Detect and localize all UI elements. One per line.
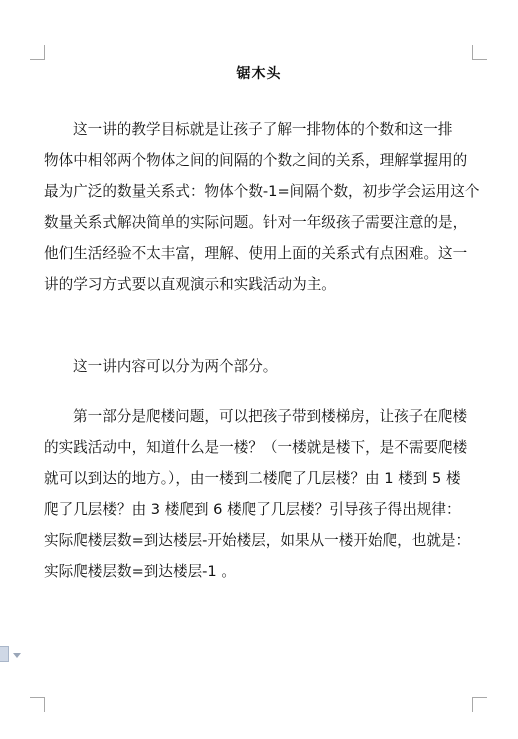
paragraph-line: 爬了几层楼？由 3 楼爬到 6 楼爬了几层楼？引导孩子得出规律：	[44, 501, 461, 518]
paragraph-line: 实际爬楼层数=到达楼层-1 。	[44, 563, 236, 580]
paragraph-line: 物体中相邻两个物体之间的间隔的个数之间的关系，理解掌握用的	[44, 152, 468, 169]
crop-mark-top-right	[472, 45, 487, 60]
paragraph-line: 他们生活经验不太丰富，理解、使用上面的关系式有点困难。这一	[44, 245, 468, 262]
paragraph-line: 就可以到达的地方。），由一楼到二楼爬了几层楼？由 1 楼到 5 楼	[44, 470, 461, 487]
paragraph-line: 这一讲内容可以分为两个部分。	[73, 358, 278, 375]
paragraph-line: 数量关系式解决简单的实际问题。针对一年级孩子需要注意的是，	[44, 214, 468, 231]
paragraph-line: 这一讲的教学目标就是让孩子了解一排物体的个数和这一排	[73, 121, 453, 138]
paragraph-stair-problem	[44, 401, 476, 587]
chevron-down-icon	[13, 653, 21, 658]
paragraph-line: 第一部分是爬楼问题，可以把孩子带到楼梯房，让孩子在爬楼	[73, 408, 468, 425]
crop-mark-bottom-right	[472, 697, 487, 712]
side-panel-toggle[interactable]	[0, 642, 24, 668]
paragraph-line: 实际爬楼层数=到达楼层-开始楼层，如果从一楼开始爬，也就是：	[44, 532, 471, 549]
paragraph-line: 讲的学习方式要以直观演示和实践活动为主。	[44, 276, 336, 293]
paragraph-teaching-goal	[44, 114, 480, 300]
paragraph-two-parts	[44, 351, 476, 382]
crop-mark-top-left	[30, 45, 45, 60]
paragraph-line: 最为广泛的数量关系式：物体个数-1=间隔个数，初步学会运用这个	[44, 183, 480, 200]
document-icon	[0, 646, 9, 662]
paragraph-line: 的实践活动中，知道什么是一楼？（一楼就是楼下，是不需要爬楼	[44, 439, 468, 456]
crop-mark-bottom-left	[30, 697, 45, 712]
document-title: 锯木头	[236, 66, 282, 82]
